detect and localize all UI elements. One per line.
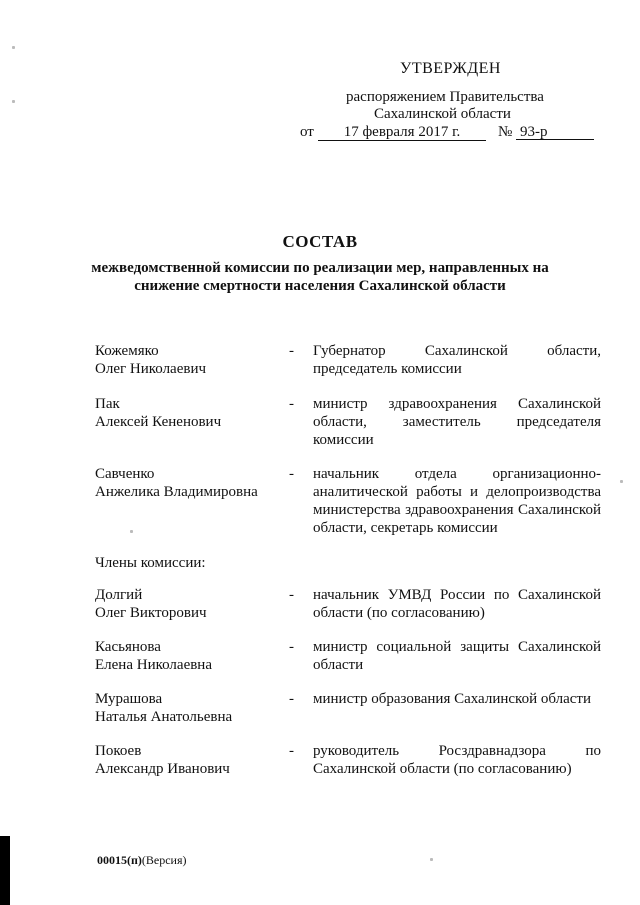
scan-speck (620, 480, 623, 483)
member-surname: Мурашова (95, 691, 163, 707)
member-given-name: Олег Николаевич (95, 361, 207, 377)
number-label: № (498, 124, 513, 140)
member-name (95, 342, 285, 378)
scan-speck (130, 530, 133, 533)
member-given-name: Олег Викторович (95, 605, 207, 621)
document-subtitle: межведомственной комиссии по реализации мер, направленных на снижение смертности населения Сахалинской области (91, 260, 549, 294)
scan-speck (12, 100, 15, 103)
member-given-name: Александр Иванович (95, 761, 230, 777)
member-role: Губернатор Сахалинской области, председатель комиссии (313, 343, 601, 377)
member-surname: Савченко (95, 466, 155, 482)
member-surname: Пак (95, 396, 120, 412)
member-name (95, 638, 285, 674)
member-role: начальник отдела организационно-аналитической работы и делопроизводства министерства здравоохранения Сахалинской области, секретарь комиссии (313, 466, 601, 536)
separator-dash: - (289, 343, 294, 359)
scan-speck (430, 858, 433, 861)
member-name (95, 586, 285, 622)
member-surname: Касьянова (95, 639, 161, 655)
member-name (95, 465, 285, 501)
scan-binding-bar (0, 836, 10, 905)
separator-dash: - (289, 396, 294, 412)
member-given-name: Наталья Анатольевна (95, 709, 233, 725)
approval-by-order: распоряжением Правительства (346, 89, 544, 105)
member-role: министр здравоохранения Сахалинской области, заместитель председателя комиссии (313, 396, 601, 448)
member-given-name: Алексей Кененович (95, 414, 222, 430)
members-heading: Члены комиссии: (95, 555, 206, 571)
approved-heading: УТВЕРЖДЕН (400, 60, 501, 77)
document-code: 00015(п) (97, 853, 142, 867)
member-role: начальник УМВД России по Сахалинской области (по согласованию) (313, 587, 601, 621)
approval-region: Сахалинской области (374, 106, 511, 122)
document-title: СОСТАВ (282, 232, 358, 251)
separator-dash: - (289, 639, 294, 655)
member-name (95, 395, 285, 431)
scan-speck (12, 46, 15, 49)
member-role: министр социальной защиты Сахалинской области (313, 639, 601, 673)
separator-dash: - (289, 587, 294, 603)
member-surname: Долгий (95, 587, 143, 603)
from-label: от (300, 124, 314, 140)
separator-dash: - (289, 466, 294, 482)
approval-date: 17 февраля 2017 г. (318, 123, 486, 141)
member-given-name: Анжелика Владимировна (95, 484, 258, 500)
member-role: министр образования Сахалинской области (313, 691, 591, 707)
member-given-name: Елена Николаевна (95, 657, 212, 673)
document-footer (97, 853, 187, 868)
approval-number: 93-р (516, 123, 594, 140)
member-name (95, 742, 285, 778)
separator-dash: - (289, 691, 294, 707)
separator-dash: - (289, 743, 294, 759)
member-role: руководитель Росздравнадзора по Сахалинской области (по согласованию) (313, 743, 601, 777)
member-surname: Покоев (95, 743, 142, 759)
approval-date-line (296, 123, 596, 143)
document-version: (Версия) (141, 853, 187, 867)
member-name (95, 690, 285, 726)
member-surname: Кожемяко (95, 343, 159, 359)
